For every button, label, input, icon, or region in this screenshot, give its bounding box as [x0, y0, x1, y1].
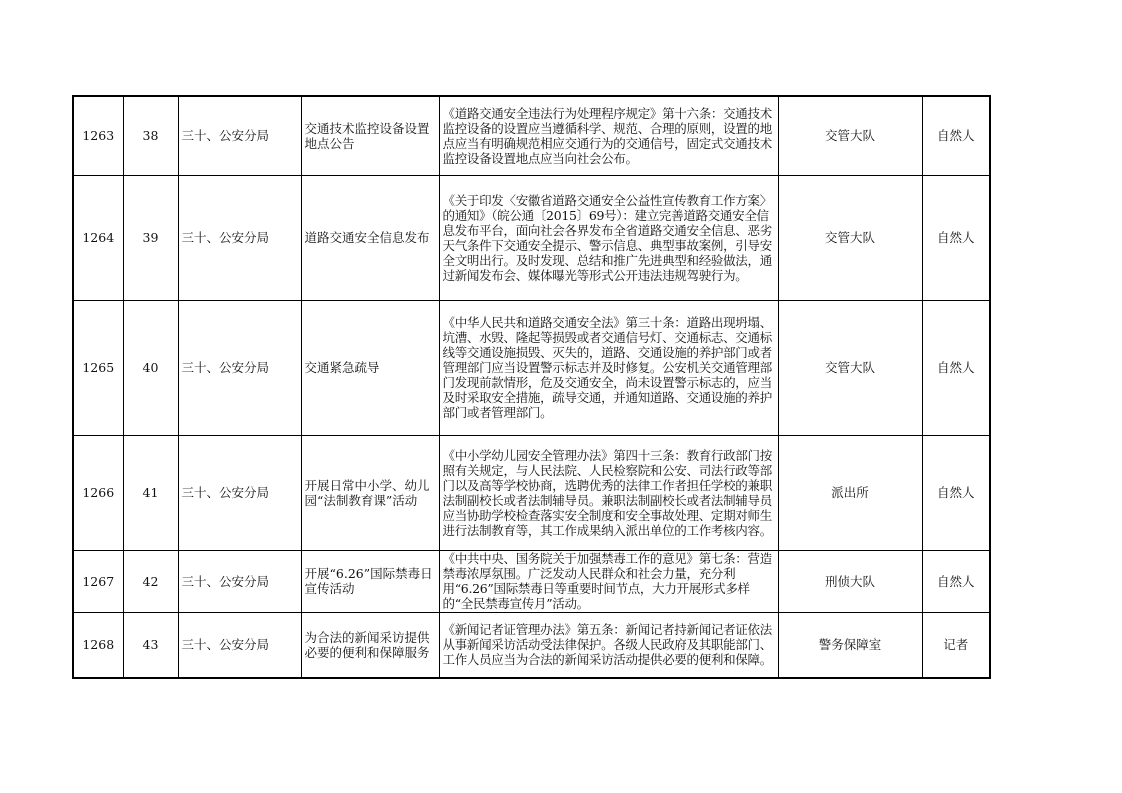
department-cell: 三十、公安分局: [178, 550, 301, 612]
item-name-cell: 交通紧急疏导: [301, 300, 439, 435]
legal-basis-cell: 《新闻记者证管理办法》第五条：新闻记者持新闻记者证依法从事新闻采访活动受法律保护。各级人民政府及其职能部门、工作人员应当为合法的新闻采访活动提供必要的便利和保障。: [439, 612, 778, 678]
seq-cell: 1268: [73, 612, 123, 678]
item-name-cell: 道路交通安全信息发布: [301, 175, 439, 300]
number-cell: 42: [123, 550, 178, 612]
service-target-cell: 记者: [922, 612, 990, 678]
responsible-unit-cell: 警务保障室: [778, 612, 922, 678]
service-target-cell: 自然人: [922, 550, 990, 612]
service-target-cell: 自然人: [922, 96, 990, 175]
number-cell: 40: [123, 300, 178, 435]
seq-cell: 1266: [73, 435, 123, 550]
responsible-unit-cell: 交管大队: [778, 300, 922, 435]
table-row: [73, 175, 990, 300]
department-cell: 三十、公安分局: [178, 612, 301, 678]
seq-cell: 1265: [73, 300, 123, 435]
legal-basis-cell: 《中共中央、国务院关于加强禁毒工作的意见》第七条：营造禁毒浓厚氛围。广泛发动人民群众和社会力量，充分利用“6.26”国际禁毒日等重要时间节点，大力开展形式多样的“全民禁毒宣传月”活动。: [439, 550, 778, 612]
table-row: [73, 96, 990, 175]
department-cell: 三十、公安分局: [178, 96, 301, 175]
table-row: [73, 435, 990, 550]
responsible-unit-cell: 派出所: [778, 435, 922, 550]
legal-basis-cell: 《关于印发〈安徽省道路交通安全公益性宣传教育工作方案〉的通知》（皖公通〔2015〕69号）：建立完善道路交通安全信息发布平台，面向社会各界发布全省道路交通安全信息、恶劣天气条件下交通安全提示、警示信息、典型事故案例，引导安全文明出行。及时发现、总结和推广先进典型和经验做法，通过新闻发布会、媒体曝光等形式公开违法违规驾驶行为。: [439, 175, 778, 300]
responsible-unit-cell: 交管大队: [778, 175, 922, 300]
department-cell: 三十、公安分局: [178, 435, 301, 550]
item-name-cell: 开展“6.26”国际禁毒日宣传活动: [301, 550, 439, 612]
service-list-table: [72, 95, 991, 679]
table-row: [73, 550, 990, 612]
responsible-unit-cell: 交管大队: [778, 96, 922, 175]
number-cell: 43: [123, 612, 178, 678]
seq-cell: 1267: [73, 550, 123, 612]
service-target-cell: 自然人: [922, 300, 990, 435]
department-cell: 三十、公安分局: [178, 175, 301, 300]
table-row: [73, 612, 990, 678]
item-name-cell: 交通技术监控设备设置地点公告: [301, 96, 439, 175]
responsible-unit-cell: 刑侦大队: [778, 550, 922, 612]
seq-cell: 1263: [73, 96, 123, 175]
number-cell: 39: [123, 175, 178, 300]
department-cell: 三十、公安分局: [178, 300, 301, 435]
number-cell: 38: [123, 96, 178, 175]
item-name-cell: 为合法的新闻采访提供必要的便利和保障服务: [301, 612, 439, 678]
legal-basis-cell: 《中小学幼儿园安全管理办法》第四十三条：教育行政部门按照有关规定，与人民法院、人民检察院和公安、司法行政等部门以及高等学校协商，选聘优秀的法律工作者担任学校的兼职法制副校长或者法制辅导员。兼职法制副校长或者法制辅导员应当协助学校检查落实安全制度和安全事故处理、定期对师生进行法制教育等，其工作成果纳入派出单位的工作考核内容。: [439, 435, 778, 550]
legal-basis-cell: 《道路交通安全违法行为处理程序规定》第十六条：交通技术监控设备的设置应当遵循科学、规范、合理的原则，设置的地点应当有明确规范相应交通行为的交通信号，固定式交通技术监控设备设置地点应当向社会公布。: [439, 96, 778, 175]
service-target-cell: 自然人: [922, 175, 990, 300]
service-target-cell: 自然人: [922, 435, 990, 550]
seq-cell: 1264: [73, 175, 123, 300]
number-cell: 41: [123, 435, 178, 550]
table-row: [73, 300, 990, 435]
item-name-cell: 开展日常中小学、幼儿园“法制教育课”活动: [301, 435, 439, 550]
legal-basis-cell: 《中华人民共和道路交通安全法》第三十条：道路出现坍塌、坑漕、水毁、隆起等损毁或者交通信号灯、交通标志、交通标线等交通设施损毁、灭失的，道路、交通设施的养护部门或者管理部门应当设置警示标志并及时修复。公安机关交通管理部门发现前款情形，危及交通安全，尚未设置警示标志的，应当及时采取安全措施，疏导交通，并通知道路、交通设施的养护部门或者管理部门。: [439, 300, 778, 435]
